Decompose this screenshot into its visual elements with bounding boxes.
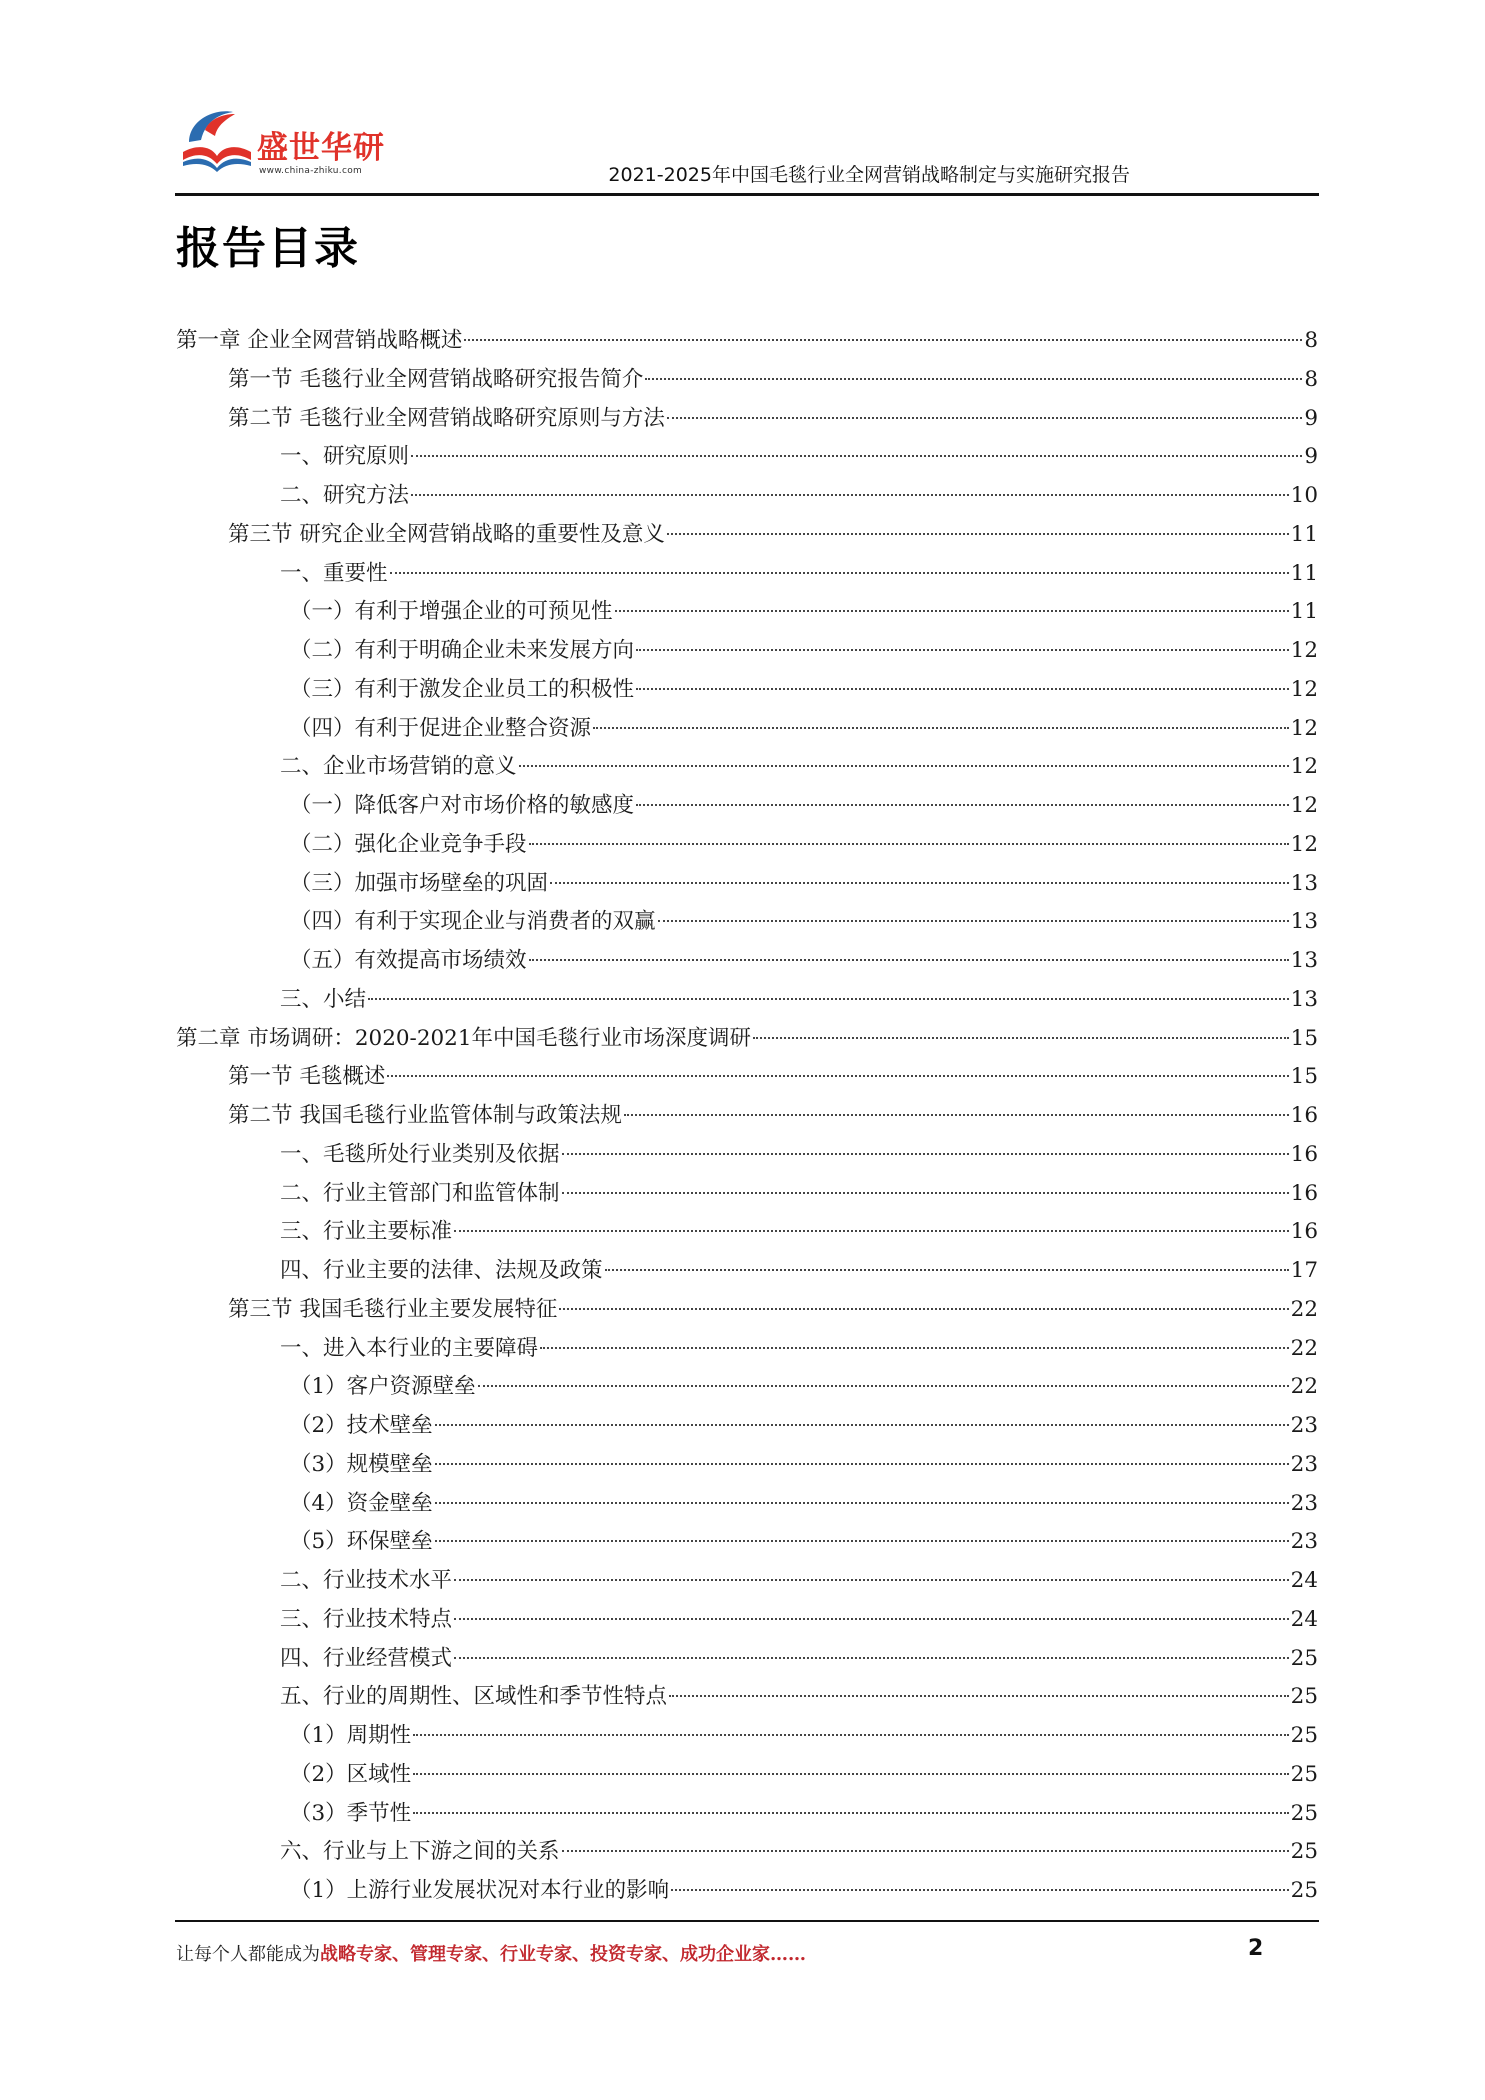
toc-leader-dots [593,727,1289,729]
toc-entry-title: （5）环保壁垒 [290,1529,433,1555]
toc-entry-title: （1）上游行业发展状况对本行业的影响 [290,1878,670,1903]
toc-entry[interactable] [280,1640,1318,1678]
toc-entry-page: 15 [1290,1064,1318,1090]
toc-entry-page: 22 [1290,1296,1318,1322]
toc-leader-dots [454,1618,1289,1620]
toc-entry-title: （3）季节性 [290,1800,412,1826]
toc-entry-page: 12 [1290,638,1318,663]
footer-slogan-lead: 让每个人都能成为 [176,1944,320,1965]
footer-slogan [176,1940,806,1966]
toc-entry[interactable] [228,1291,1318,1329]
toc-entry-title: 二、行业技术水平 [280,1568,453,1593]
toc-leader-dots [435,1502,1289,1504]
toc-entry-page: 13 [1290,948,1318,973]
toc-entry-page: 12 [1290,715,1318,741]
toc-entry-page: 11 [1290,521,1318,547]
toc-entry[interactable] [280,438,1318,476]
logo-book-icon [175,100,255,180]
toc-entry[interactable] [280,1213,1318,1251]
toc-entry-title: 三、行业主要标准 [280,1219,453,1245]
company-logo [175,100,395,190]
toc-leader-dots [667,533,1289,535]
toc-entry-title: （二）有利于明确企业未来发展方向 [290,638,635,663]
toc-leader-dots [636,804,1289,806]
toc-entry-page: 8 [1304,366,1318,392]
toc-leader-dots [413,1734,1288,1736]
toc-entry[interactable] [280,477,1318,515]
toc-entry-title: 四、行业主要的法律、法规及政策 [280,1258,603,1283]
toc-leader-dots [387,1075,1288,1077]
toc-entry-title: （二）强化企业竞争手段 [290,831,527,857]
toc-leader-dots [562,1850,1289,1852]
toc-entry[interactable] [290,632,1318,670]
toc-entry[interactable] [280,748,1318,786]
toc-entry[interactable] [290,1872,1318,1910]
toc-entry-page: 25 [1290,1878,1318,1903]
toc-entry[interactable] [290,671,1318,709]
page-title: 报告目录 [176,223,360,274]
toc-entry-page: 25 [1290,1800,1318,1826]
toc-entry-page: 23 [1290,1413,1318,1438]
toc-leader-dots [562,1192,1289,1194]
toc-entry[interactable] [280,1136,1318,1174]
toc-entry-title: 第一节 毛毯概述 [228,1064,386,1090]
toc-entry-title: （四）有利于促进企业整合资源 [290,715,592,741]
toc-entry[interactable] [290,903,1318,941]
toc-leader-dots [636,649,1289,651]
toc-entry[interactable] [280,1601,1318,1639]
toc-entry[interactable] [290,1407,1318,1445]
toc-entry-title: （一）有利于增强企业的可预见性 [290,599,613,625]
toc-entry[interactable] [280,981,1318,1019]
toc-entry[interactable] [290,1756,1318,1794]
toc-entry-page: 9 [1304,444,1318,470]
toc-entry-page: 25 [1290,1839,1318,1865]
toc-entry-title: 三、行业技术特点 [280,1606,453,1632]
logo-text: 盛世华研 [257,130,385,166]
toc-entry-page: 25 [1290,1645,1318,1671]
page-number: 2 [1248,1936,1264,1961]
toc-entry-title: 二、研究方法 [280,483,410,508]
toc-entry-title: （四）有利于实现企业与消费者的双赢 [290,909,656,935]
toc-leader-dots [411,494,1289,496]
toc-entry-page: 15 [1290,1025,1318,1051]
page-header [0,0,1485,200]
toc-entry-page: 16 [1290,1219,1318,1245]
toc-entry-page: 16 [1290,1141,1318,1167]
toc-leader-dots [390,572,1289,574]
footer-slogan-highlight: 战略专家、管理专家、行业专家、投资专家、成功企业家…… [320,1944,806,1965]
toc-entry-title: （4）资金壁垒 [290,1490,433,1516]
toc-entry-title: 一、研究原则 [280,444,410,470]
toc-leader-dots [562,1153,1289,1155]
toc-entry-title: 一、进入本行业的主要障碍 [280,1335,539,1361]
toc-leader-dots [454,1230,1289,1232]
toc-leader-dots [435,1424,1289,1426]
toc-leader-dots [671,1889,1288,1891]
toc-leader-dots [636,688,1289,690]
toc-entry[interactable] [290,787,1318,825]
toc-entry-page: 22 [1290,1335,1318,1361]
toc-entry-page: 11 [1290,560,1318,586]
toc-entry[interactable] [228,1058,1318,1096]
toc-entry[interactable] [290,1523,1318,1561]
toc-entry-title: 第一章 企业全网营销战略概述 [176,328,463,353]
toc-leader-dots [753,1037,1289,1039]
toc-entry[interactable] [280,1252,1318,1290]
toc-entry-title: （三）有利于激发企业员工的积极性 [290,676,635,702]
toc-leader-dots [669,1695,1289,1697]
toc-entry[interactable] [280,1562,1318,1600]
toc-entry-page: 9 [1304,405,1318,431]
toc-leader-dots [529,843,1289,845]
toc-entry[interactable] [290,1446,1318,1484]
toc-entry-title: 六、行业与上下游之间的关系 [280,1839,560,1865]
toc-entry-page: 12 [1290,793,1318,818]
toc-leader-dots [519,765,1289,767]
toc-entry[interactable] [290,1368,1318,1406]
toc-entry-page: 12 [1290,831,1318,857]
toc-entry-page: 13 [1290,986,1318,1012]
toc-entry-title: 第三节 研究企业全网营销战略的重要性及意义 [228,521,665,547]
toc-entry[interactable] [290,942,1318,980]
toc-entry[interactable] [290,593,1318,631]
toc-leader-dots [411,455,1302,457]
toc-entry-title: 二、企业市场营销的意义 [280,754,517,780]
toc-leader-dots [559,1308,1288,1310]
toc-entry[interactable] [280,1833,1318,1871]
toc-entry-title: 四、行业经营模式 [280,1645,453,1671]
toc-entry-page: 25 [1290,1684,1318,1710]
toc-leader-dots [478,1385,1289,1387]
toc-leader-dots [464,339,1302,341]
toc-entry-page: 23 [1290,1490,1318,1516]
toc-entry[interactable] [228,361,1318,399]
toc-entry-page: 25 [1290,1761,1318,1787]
toc-entry-title: （1）客户资源壁垒 [290,1374,476,1400]
footer-divider [175,1920,1319,1922]
toc-entry-page: 16 [1290,1180,1318,1206]
toc-entry-title: 一、重要性 [280,560,388,586]
toc-leader-dots [540,1347,1289,1349]
toc-entry-title: 第二章 市场调研：2020-2021年中国毛毯行业市场深度调研 [176,1025,752,1051]
toc-entry[interactable] [280,1330,1318,1368]
toc-entry-page: 16 [1290,1103,1318,1128]
toc-entry[interactable] [290,826,1318,864]
toc-leader-dots [368,998,1289,1000]
toc-leader-dots [605,1269,1289,1271]
toc-entry-page: 8 [1304,328,1318,353]
toc-leader-dots [615,610,1289,612]
toc-entry-page: 11 [1290,599,1318,625]
toc-entry-page: 24 [1290,1606,1318,1632]
toc-entry-page: 13 [1290,909,1318,935]
toc-entry-page: 10 [1290,483,1318,508]
toc-leader-dots [667,417,1302,419]
toc-entry[interactable] [280,1175,1318,1213]
toc-leader-dots [624,1114,1289,1116]
toc-entry[interactable] [228,516,1318,554]
toc-entry-page: 13 [1290,870,1318,896]
toc-entry[interactable] [290,1795,1318,1833]
toc-leader-dots [413,1773,1288,1775]
toc-entry-title: 三、小结 [280,986,367,1012]
toc-entry-title: 第一节 毛毯行业全网营销战略研究报告简介 [228,366,644,392]
toc-leader-dots [454,1579,1289,1581]
toc-entry-page: 25 [1290,1723,1318,1748]
toc-entry-title: 二、行业主管部门和监管体制 [280,1180,560,1206]
toc-leader-dots [435,1463,1289,1465]
header-divider [175,193,1319,196]
toc-entry-title: （2）区域性 [290,1761,412,1787]
toc-entry-title: 第二节 毛毯行业全网营销战略研究原则与方法 [228,405,665,431]
toc-entry[interactable] [290,1717,1318,1755]
toc-entry-page: 12 [1290,754,1318,780]
toc-entry[interactable] [228,400,1318,438]
toc-entry-title: （五）有效提高市场绩效 [290,948,527,973]
toc-leader-dots [550,882,1289,884]
toc-leader-dots [529,959,1289,961]
toc-entry-page: 12 [1290,676,1318,702]
toc-entry-page: 23 [1290,1529,1318,1555]
toc-entry-page: 17 [1290,1258,1318,1283]
toc-entry-page: 22 [1290,1374,1318,1400]
toc-entry-title: 五、行业的周期性、区域性和季节性特点 [280,1684,668,1710]
toc-leader-dots [435,1540,1289,1542]
toc-entry[interactable] [176,322,1318,360]
toc-entry-page: 24 [1290,1568,1318,1593]
toc-entry-page: 23 [1290,1451,1318,1477]
toc-entry-title: （1）周期性 [290,1723,412,1748]
toc-entry[interactable] [280,1678,1318,1716]
report-title: 2021-2025年中国毛毯行业全网营销战略制定与实施研究报告 [608,164,1130,186]
toc-entry[interactable] [290,710,1318,748]
toc-leader-dots [413,1812,1288,1814]
toc-entry-title: （三）加强市场壁垒的巩固 [290,870,549,896]
toc-entry-title: 一、毛毯所处行业类别及依据 [280,1141,560,1167]
logo-url: www.china-zhiku.com [259,166,363,176]
toc-leader-dots [645,378,1302,380]
toc-entry[interactable] [290,865,1318,903]
toc-entry-title: （一）降低客户对市场价格的敏感度 [290,793,635,818]
toc-entry[interactable] [290,1485,1318,1523]
toc-entry[interactable] [280,555,1318,593]
toc-leader-dots [658,920,1289,922]
toc-entry-title: （3）规模壁垒 [290,1451,433,1477]
toc-entry-title: 第三节 我国毛毯行业主要发展特征 [228,1296,558,1322]
toc-entry-title: （2）技术壁垒 [290,1413,433,1438]
toc-entry[interactable] [228,1097,1318,1135]
toc-entry[interactable] [176,1020,1318,1058]
toc-leader-dots [454,1657,1289,1659]
toc-entry-title: 第二节 我国毛毯行业监管体制与政策法规 [228,1103,622,1128]
